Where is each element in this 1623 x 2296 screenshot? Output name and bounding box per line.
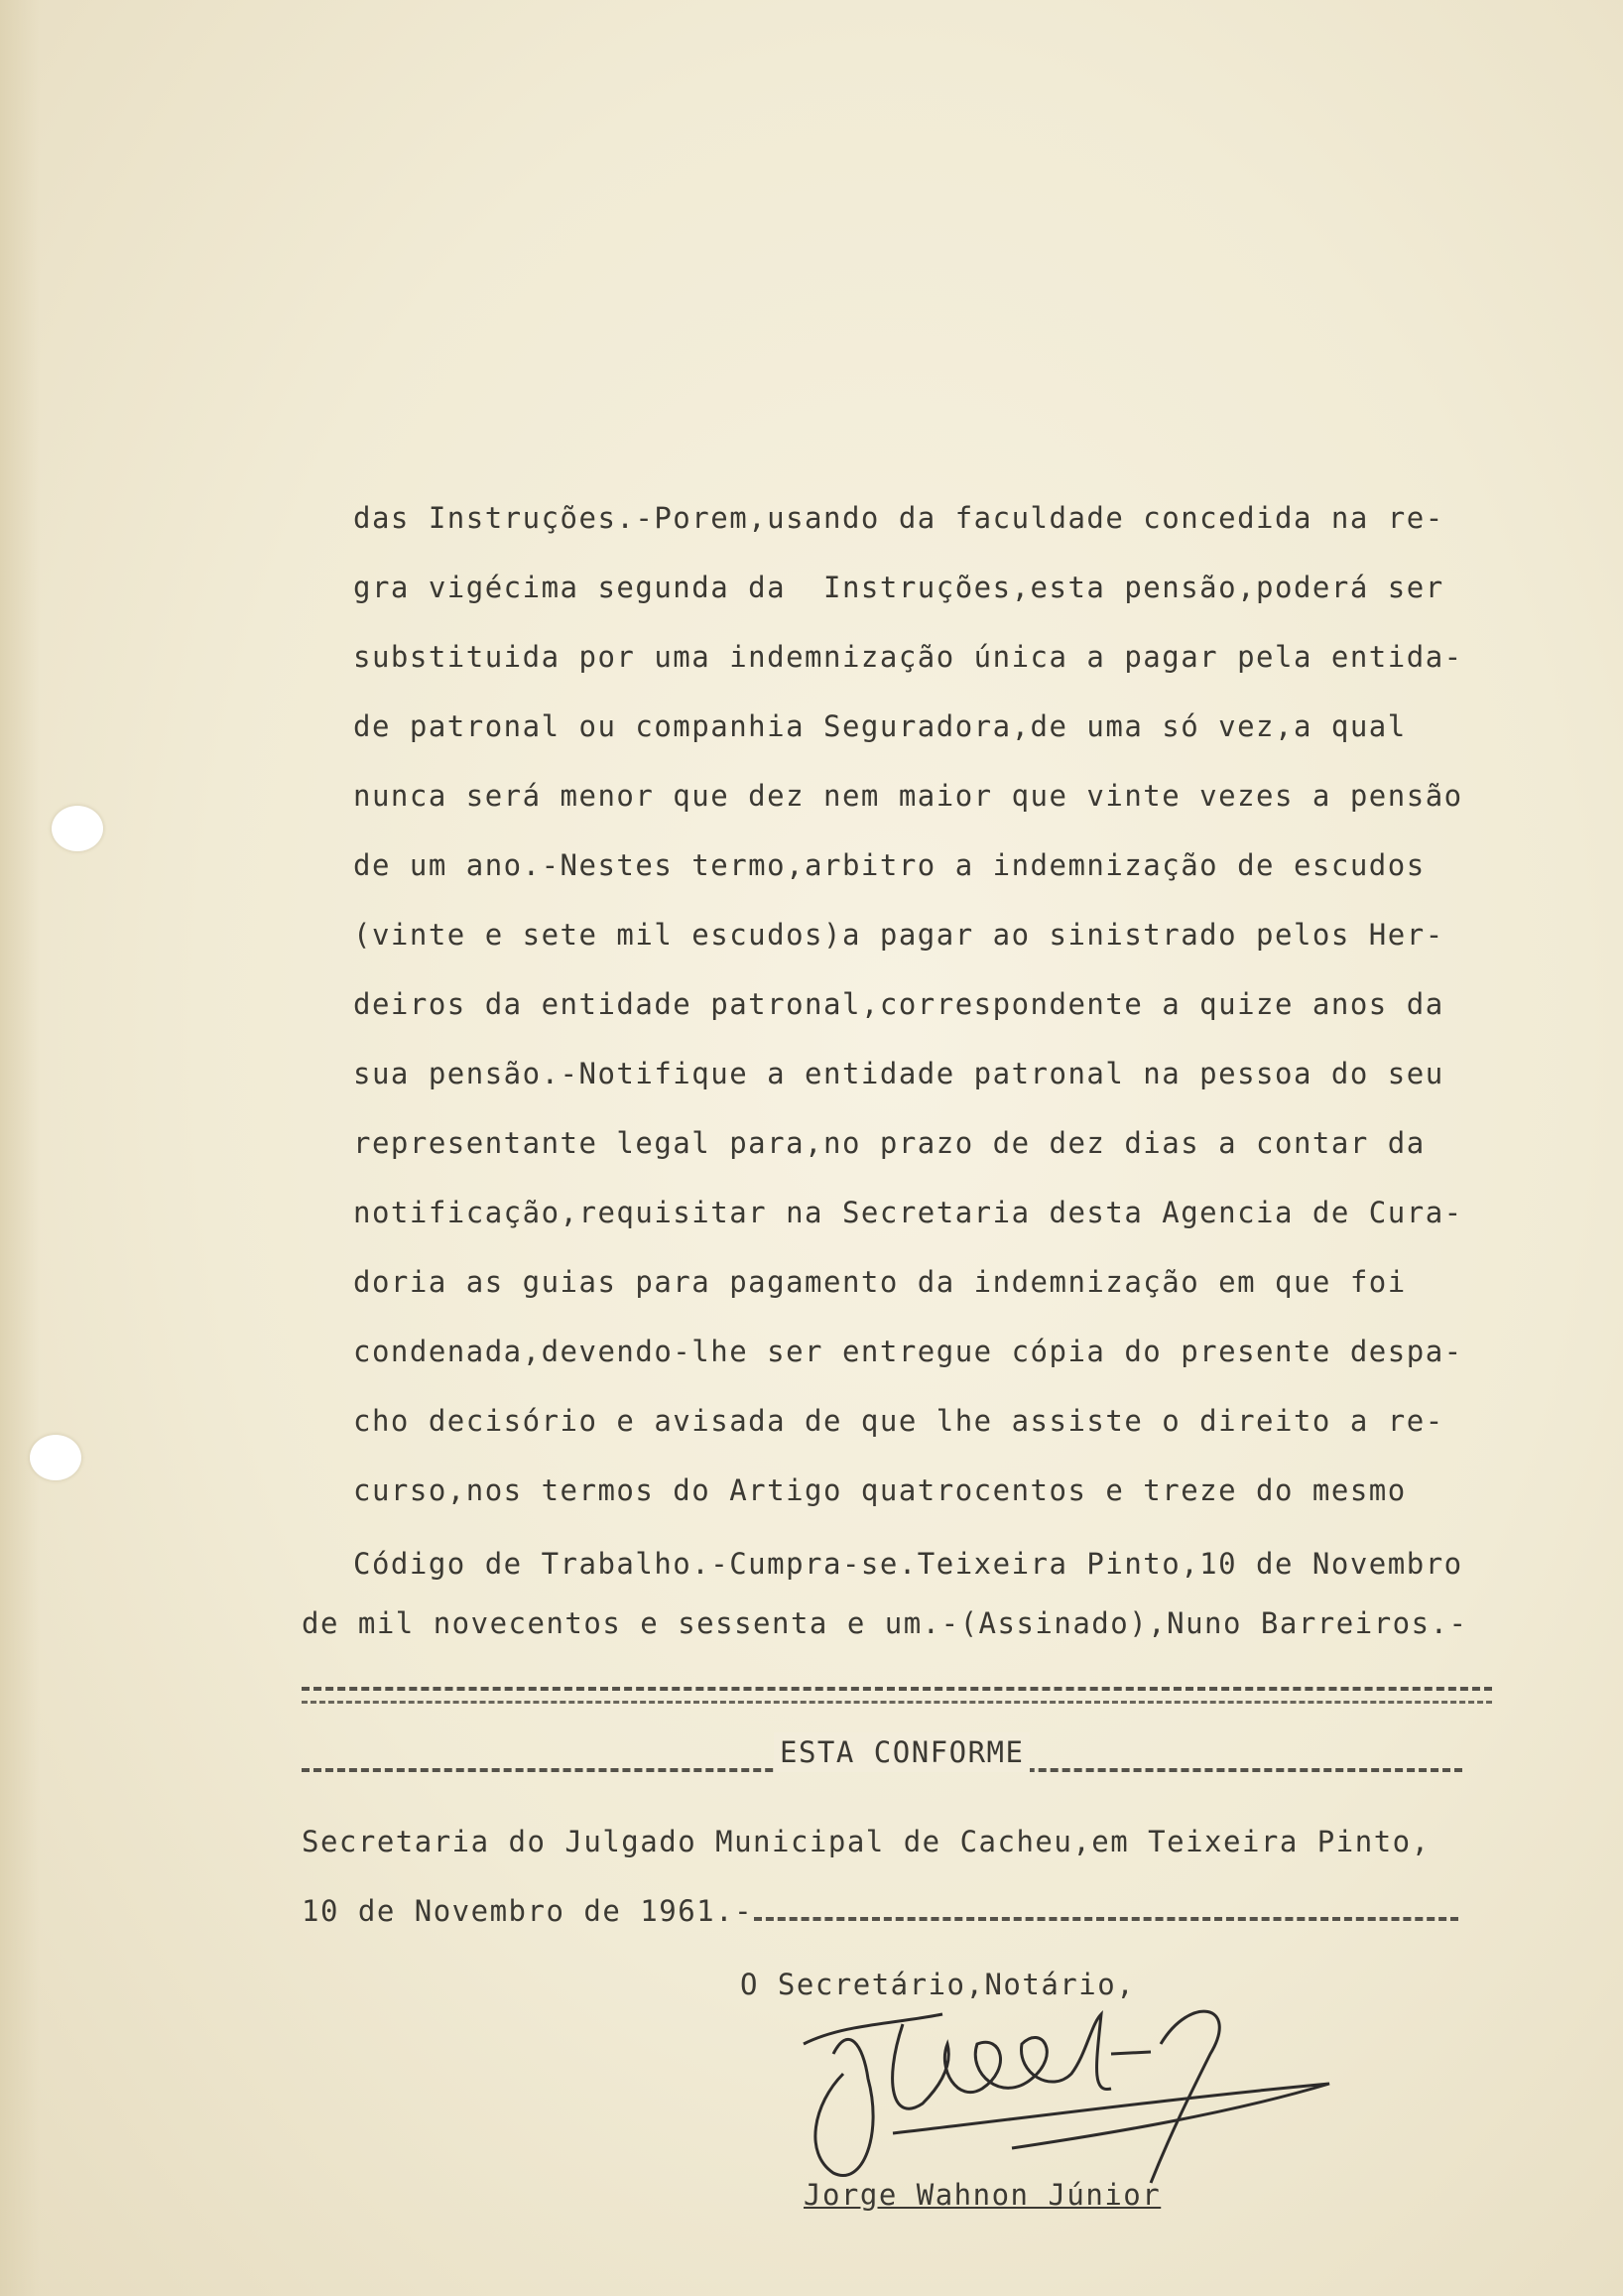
punch-hole bbox=[52, 806, 103, 851]
paper-edge-shadow bbox=[0, 0, 40, 2296]
separator-line bbox=[302, 1687, 1492, 1691]
body-line: nunca será menor que dez nem maior que vinte vezes a pensão bbox=[353, 779, 1463, 813]
body-line: sua pensão.-Notifique a entidade patronal na pessoa do seu bbox=[353, 1057, 1444, 1090]
body-line: deiros da entidade patronal,correspondente a quize anos da bbox=[353, 987, 1444, 1021]
body-line: condenada,devendo-lhe ser entregue cópia do presente despa- bbox=[353, 1335, 1463, 1368]
body-line: Código de Trabalho.-Cumpra-se.Teixeira Pinto,10 de Novembro bbox=[353, 1547, 1463, 1581]
body-line: representante legal para,no prazo de dez dias a contar da bbox=[353, 1126, 1426, 1160]
body-line: substituida por uma indemnização única a pagar pela entida- bbox=[353, 640, 1463, 674]
body-line: (vinte e sete mil escudos)a pagar ao sinistrado pelos Her- bbox=[353, 918, 1444, 952]
closing-line: 10 de Novembro de 1961.- bbox=[302, 1894, 754, 1928]
punch-hole bbox=[30, 1435, 81, 1480]
body-line: de mil novecentos e sessenta e um.-(Assinado),Nuno Barreiros.- bbox=[302, 1606, 1468, 1640]
body-line: cho decisório e avisada de que lhe assiste o direito a re- bbox=[353, 1404, 1444, 1438]
date-fill-line bbox=[754, 1917, 1458, 1921]
handwritten-signature bbox=[774, 1984, 1349, 2203]
signer-title: O Secretário,Notário, bbox=[740, 1968, 1136, 2001]
body-line: curso,nos termos do Artigo quatrocentos e treze do mesmo bbox=[353, 1473, 1407, 1507]
signer-name: Jorge Wahnon Júnior bbox=[804, 2178, 1162, 2212]
body-line: doria as guias para pagamento da indemnização em que foi bbox=[353, 1265, 1407, 1299]
body-line: gra vigécima segunda da Instruções,esta pensão,poderá ser bbox=[353, 571, 1444, 604]
certification-label: ESTA CONFORME bbox=[774, 1732, 1030, 1772]
closing-line: Secretaria do Julgado Municipal de Cacheu,em Teixeira Pinto, bbox=[302, 1825, 1431, 1858]
body-line: notificação,requisitar na Secretaria desta Agencia de Cura- bbox=[353, 1196, 1463, 1229]
body-line: de um ano.-Nestes termo,arbitro a indemnização de escudos bbox=[353, 848, 1426, 882]
body-line: das Instruções.-Porem,usando da faculdade concedida na re- bbox=[353, 501, 1444, 535]
body-line: de patronal ou companhia Seguradora,de uma só vez,a qual bbox=[353, 709, 1407, 743]
separator-line bbox=[302, 1701, 1492, 1704]
